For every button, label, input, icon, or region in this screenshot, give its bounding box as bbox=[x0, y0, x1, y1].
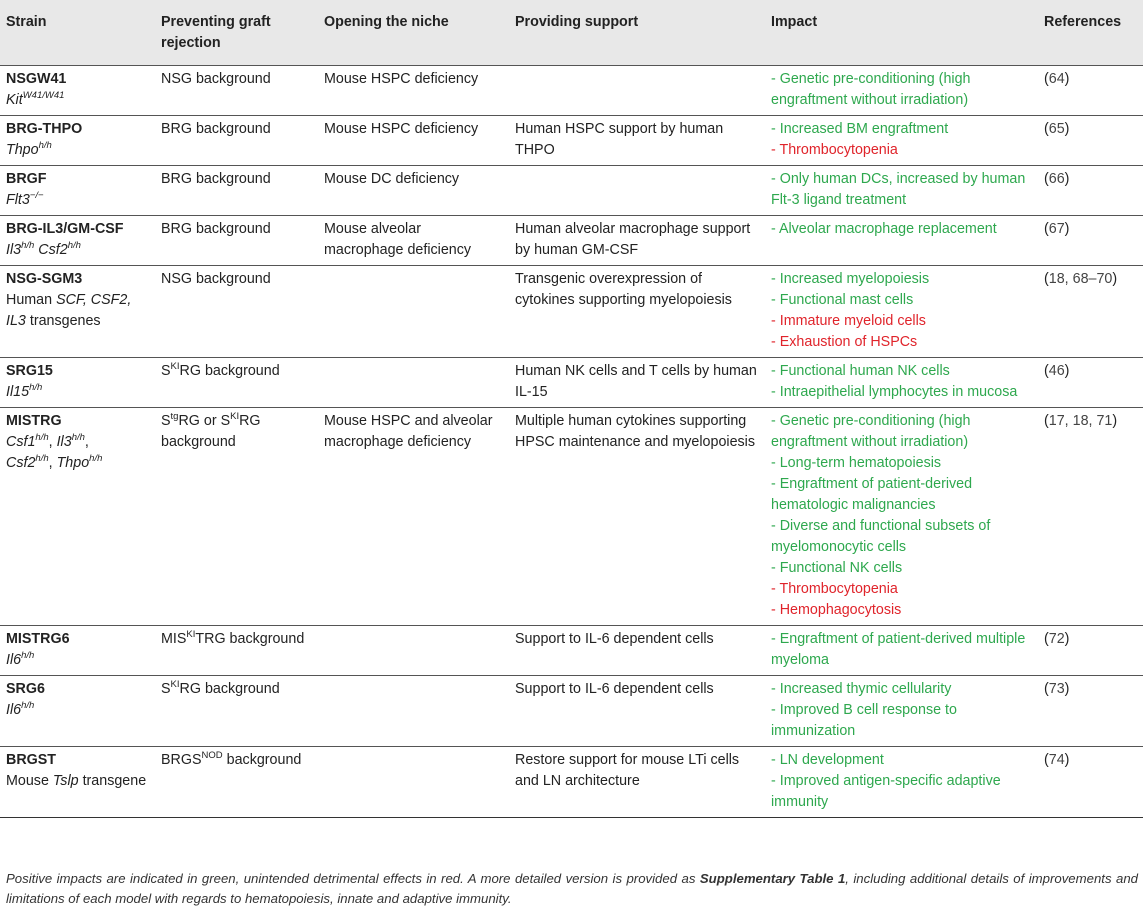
references-cell: (64) bbox=[1038, 66, 1143, 116]
reference-link[interactable]: 17, 18, 71 bbox=[1048, 413, 1113, 429]
header-graft: Preventing graft rejection bbox=[155, 0, 318, 66]
graft-cell: BRG background bbox=[155, 216, 318, 266]
graft-cell: $S^{KI}RG$ background bbox=[155, 358, 318, 408]
impact-item: - Long-term hematopoiesis bbox=[771, 455, 942, 471]
graft-cell: NSG background bbox=[155, 266, 318, 358]
table-footnote: Positive impacts are indicated in green, unintended detrimental effects in red. A more detailed version is provided as Supplementary Table 1, including additional details of improvements and limitations of each model with regards to hematopoiesis, innate and adaptive immunity. bbox=[6, 871, 1138, 906]
strain-cell bbox=[0, 747, 155, 818]
table-row bbox=[0, 358, 1143, 408]
header-row bbox=[0, 0, 1143, 66]
reference-link[interactable]: 73 bbox=[1048, 681, 1065, 697]
graft-cell: $BRGS^{NOD}$ background bbox=[155, 747, 318, 818]
impact-cell bbox=[765, 66, 1038, 116]
reference-link[interactable]: 72 bbox=[1048, 631, 1065, 647]
impact-item: - Functional mast cells bbox=[771, 292, 914, 308]
references-cell: (46) bbox=[1038, 358, 1143, 408]
graft-cell: BRG background bbox=[155, 166, 318, 216]
strain-cell bbox=[0, 66, 155, 116]
references-cell: (18, 68–70) bbox=[1038, 266, 1143, 358]
strain-cell bbox=[0, 266, 155, 358]
impact-item: - Genetic pre-conditioning (high engraftment without irradiation) bbox=[771, 413, 971, 450]
header-references: References bbox=[1038, 0, 1143, 66]
impact-item: - Alveolar macrophage replacement bbox=[771, 221, 997, 237]
impact-item: - Engraftment of patient-derived hematologic malignancies bbox=[771, 476, 973, 513]
table-row bbox=[0, 408, 1143, 626]
niche-cell: Mouse HSPC deficiency bbox=[318, 116, 509, 166]
header-strain: Strain bbox=[0, 0, 155, 66]
references-cell: (74) bbox=[1038, 747, 1143, 818]
strain-cell bbox=[0, 216, 155, 266]
impact-item: - Exhaustion of HSPCs bbox=[771, 334, 918, 350]
impact-item: - Functional human NK cells bbox=[771, 363, 950, 379]
strain-name: BRGST bbox=[6, 752, 57, 768]
genotype: $Il3^{h/h}$ $Csf2^{h/h}$ bbox=[6, 240, 81, 258]
niche-cell bbox=[318, 266, 509, 358]
impact-item: - Only human DCs, increased by human Flt-3 ligand treatment bbox=[771, 171, 1026, 208]
genotype: $Csf1^{h/h}$, $Il3^{h/h}$, bbox=[6, 432, 89, 450]
graft-cell: NSG background bbox=[155, 66, 318, 116]
strain-cell bbox=[0, 676, 155, 747]
reference-link[interactable]: 18, 68–70 bbox=[1048, 271, 1113, 287]
reference-link[interactable]: 67 bbox=[1048, 221, 1065, 237]
strain-name: BRGF bbox=[6, 171, 47, 187]
strain-name: MISTRG6 bbox=[6, 631, 70, 647]
impact-cell bbox=[765, 747, 1038, 818]
strain-name: NSGW41 bbox=[6, 71, 67, 87]
impact-item: - Hemophagocytosis bbox=[771, 602, 902, 618]
impact-item: - Diverse and functional subsets of myelomonocytic cells bbox=[771, 518, 991, 555]
reference-link[interactable]: 74 bbox=[1048, 752, 1065, 768]
reference-link[interactable]: 65 bbox=[1048, 121, 1065, 137]
impact-cell bbox=[765, 676, 1038, 747]
impact-item: - Functional NK cells bbox=[771, 560, 903, 576]
table-row bbox=[0, 166, 1143, 216]
graft-cell: BRG background bbox=[155, 116, 318, 166]
niche-cell: Mouse alveolar macrophage deficiency bbox=[318, 216, 509, 266]
genotype: Kit$^{W41/W41}$ bbox=[6, 90, 65, 108]
support-cell: Restore support for mouse LTi cells and LN architecture bbox=[509, 747, 765, 818]
impact-cell bbox=[765, 166, 1038, 216]
strain-cell bbox=[0, 408, 155, 626]
support-cell: Support to IL-6 dependent cells bbox=[509, 626, 765, 676]
impact-item: - Thrombocytopenia bbox=[771, 142, 898, 158]
niche-cell bbox=[318, 747, 509, 818]
header-impact: Impact bbox=[765, 0, 1038, 66]
niche-cell: Mouse HSPC and alveolar macrophage deficiency bbox=[318, 408, 509, 626]
support-cell: Multiple human cytokines supporting HPSC maintenance and myelopoiesis bbox=[509, 408, 765, 626]
impact-cell bbox=[765, 216, 1038, 266]
strain-name: NSG-SGM3 bbox=[6, 271, 83, 287]
impact-item: - LN development bbox=[771, 752, 884, 768]
table-row bbox=[0, 216, 1143, 266]
impact-cell bbox=[765, 358, 1038, 408]
strain-name: SRG15 bbox=[6, 363, 53, 379]
table-row bbox=[0, 266, 1143, 358]
references-cell: (67) bbox=[1038, 216, 1143, 266]
strain-name: SRG6 bbox=[6, 681, 45, 697]
reference-link[interactable]: 64 bbox=[1048, 71, 1065, 87]
genotype: Mouse Tslp transgene bbox=[6, 773, 147, 789]
strain-cell bbox=[0, 166, 155, 216]
references-cell: (17, 18, 71) bbox=[1038, 408, 1143, 626]
impact-item: - Improved B cell response to immunization bbox=[771, 702, 957, 739]
strain-cell bbox=[0, 626, 155, 676]
genotype: $Csf2^{h/h}$, Thpo$^{h/h}$ bbox=[6, 453, 103, 471]
references-cell: (72) bbox=[1038, 626, 1143, 676]
impact-cell bbox=[765, 116, 1038, 166]
impact-cell bbox=[765, 408, 1038, 626]
support-cell: Human NK cells and T cells by human IL-15 bbox=[509, 358, 765, 408]
impact-item: - Intraepithelial lymphocytes in mucosa bbox=[771, 384, 1018, 400]
support-cell bbox=[509, 66, 765, 116]
impact-item: - Immature myeloid cells bbox=[771, 313, 926, 329]
reference-link[interactable]: 66 bbox=[1048, 171, 1065, 187]
support-cell: Transgenic overexpression of cytokines supporting myelopoiesis bbox=[509, 266, 765, 358]
impact-item: - Increased BM engraftment bbox=[771, 121, 949, 137]
impact-item: - Genetic pre-conditioning (high engraftment without irradiation) bbox=[771, 71, 971, 108]
genotype: $Il6^{h/h}$ bbox=[6, 700, 35, 718]
table-row bbox=[0, 676, 1143, 747]
impact-cell bbox=[765, 626, 1038, 676]
graft-cell: $MIS^{KI}TRG$ background bbox=[155, 626, 318, 676]
support-cell: Support to IL-6 dependent cells bbox=[509, 676, 765, 747]
table-row bbox=[0, 66, 1143, 116]
strain-cell bbox=[0, 116, 155, 166]
niche-cell bbox=[318, 676, 509, 747]
impact-item: - Increased thymic cellularity bbox=[771, 681, 952, 697]
table-row bbox=[0, 626, 1143, 676]
strain-name: BRG-IL3/GM-CSF bbox=[6, 221, 124, 237]
header-niche: Opening the niche bbox=[318, 0, 509, 66]
genotype: Human SCF, CSF2, IL3 transgenes bbox=[6, 292, 132, 329]
impact-item: - Thrombocytopenia bbox=[771, 581, 898, 597]
niche-cell bbox=[318, 626, 509, 676]
genotype: $Il15^{h/h}$ bbox=[6, 382, 43, 400]
genotype: Flt3−/− bbox=[6, 190, 44, 208]
table-row bbox=[0, 116, 1143, 166]
niche-cell: Mouse HSPC deficiency bbox=[318, 66, 509, 116]
strain-cell bbox=[0, 358, 155, 408]
references-cell: (73) bbox=[1038, 676, 1143, 747]
header-support: Providing support bbox=[509, 0, 765, 66]
genotype: Thpo$^{h/h}$ bbox=[6, 140, 52, 158]
niche-cell: Mouse DC deficiency bbox=[318, 166, 509, 216]
references-cell: (65) bbox=[1038, 116, 1143, 166]
references-cell: (66) bbox=[1038, 166, 1143, 216]
table-row bbox=[0, 747, 1143, 818]
support-cell: Human alveolar macrophage support by human GM-CSF bbox=[509, 216, 765, 266]
reference-link[interactable]: 46 bbox=[1048, 363, 1065, 379]
graft-cell: $S^{tg}RG$ or $S^{KI}RG$ background bbox=[155, 408, 318, 626]
strain-name: BRG-THPO bbox=[6, 121, 83, 137]
niche-cell bbox=[318, 358, 509, 408]
support-cell bbox=[509, 166, 765, 216]
impact-cell bbox=[765, 266, 1038, 358]
support-cell: Human HSPC support by human THPO bbox=[509, 116, 765, 166]
strain-name: MISTRG bbox=[6, 413, 62, 429]
genotype: $Il6^{h/h}$ bbox=[6, 650, 35, 668]
impact-item: - Engraftment of patient-derived multiple myeloma bbox=[771, 631, 1026, 668]
impact-item: - Increased myelopoiesis bbox=[771, 271, 930, 287]
impact-item: - Improved antigen-specific adaptive immunity bbox=[771, 773, 1001, 810]
supplementary-link[interactable]: Supplementary Table 1 bbox=[699, 871, 846, 886]
graft-cell: $S^{KI}RG$ background bbox=[155, 676, 318, 747]
